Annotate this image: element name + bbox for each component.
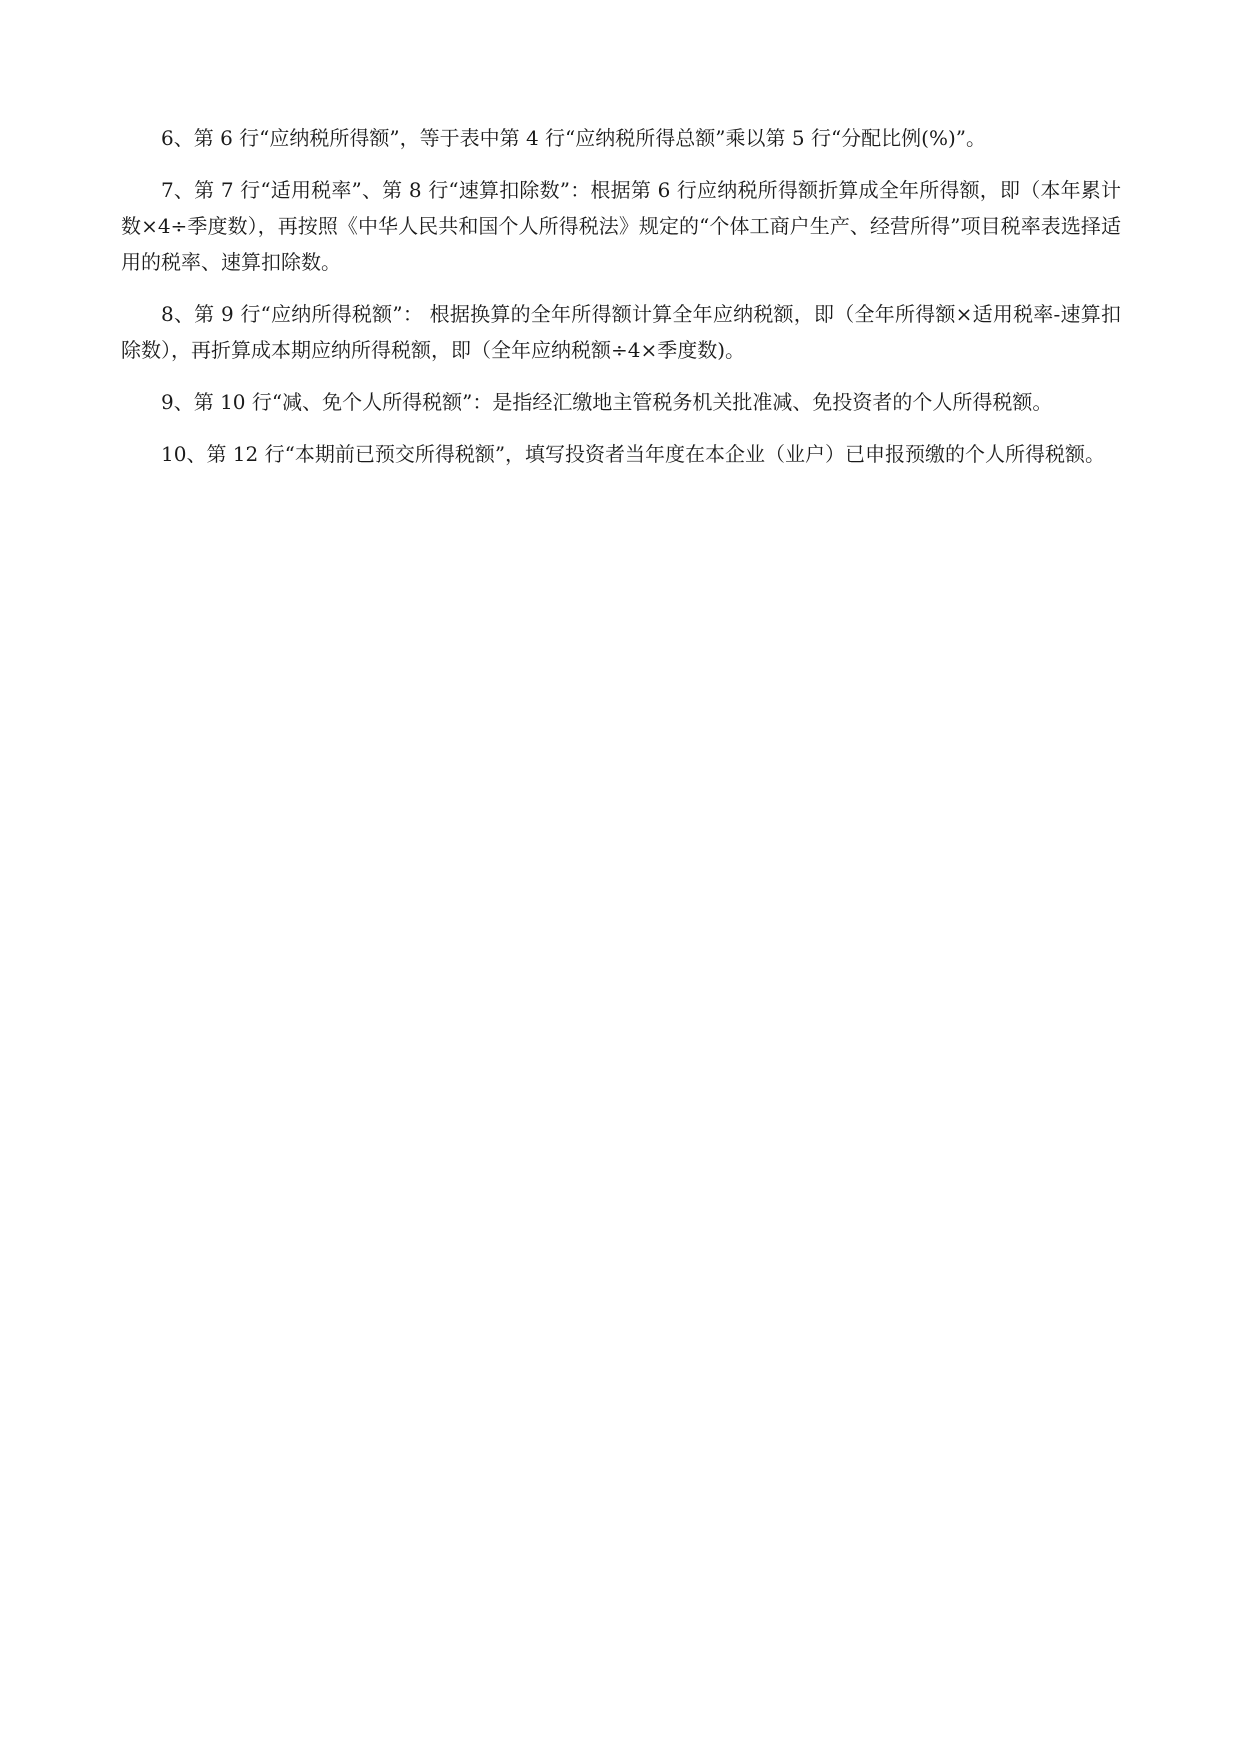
- paragraph-item-7: 7、第 7 行“适用税率”、第 8 行“速算扣除数”：根据第 6 行应纳税所得额折算成全年所得额，即（本年累计数×4÷季度数），再按照《中华人民共和国个人所得税法》规定的“个体工商户生产、经营所得”项目税率表选择适用的税率、速算扣除数。: [121, 178, 1121, 274]
- paragraph-item-10: 10、第 12 行“本期前已预交所得税额”，填写投资者当年度在本企业（业户）已申报预缴的个人所得税额。: [161, 442, 1106, 466]
- paragraph-item-6: 6、第 6 行“应纳税所得额”，等于表中第 4 行“应纳税所得总额”乘以第 5 行“分配比例(%)”。: [161, 126, 986, 150]
- paragraph-item-9: 9、第 10 行“减、免个人所得税额”：是指经汇缴地主管税务机关批准减、免投资者的个人所得税额。: [161, 390, 1053, 414]
- paragraph-item-8: 8、第 9 行“应纳所得税额”： 根据换算的全年所得额计算全年应纳税额，即（全年所得额×适用税率-速算扣除数），再折算成本期应纳所得税额，即（全年应纳税额÷4×季度数)。: [121, 302, 1121, 362]
- document-body: [121, 120, 1121, 488]
